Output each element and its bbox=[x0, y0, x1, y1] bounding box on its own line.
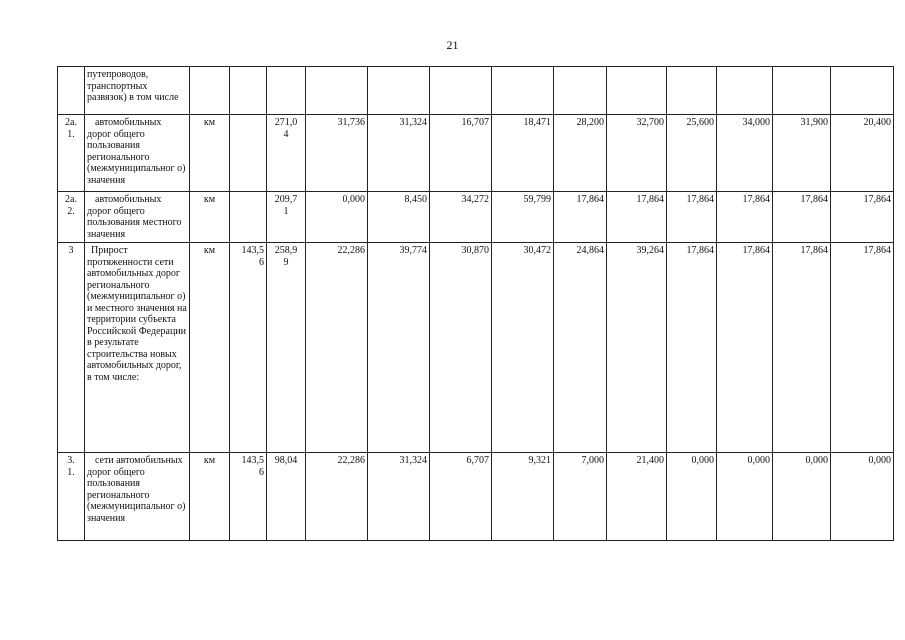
year-value-cell: 0,000 bbox=[667, 453, 717, 541]
base-value-cell: 143,5 6 bbox=[230, 453, 267, 541]
table-row bbox=[58, 115, 894, 192]
indicator-name-cell: путепроводов, транспортных развязок) в том числе bbox=[85, 67, 190, 115]
year-value-cell: 34,272 bbox=[430, 192, 492, 243]
year-value-cell: 24,864 bbox=[554, 243, 607, 453]
row-number-cell: 2а. 2. bbox=[58, 192, 85, 243]
unit-cell: км bbox=[190, 192, 230, 243]
base-value-cell bbox=[267, 67, 306, 115]
year-value-cell bbox=[773, 67, 831, 115]
year-value-cell: 59,799 bbox=[492, 192, 554, 243]
year-value-cell: 17,864 bbox=[831, 192, 894, 243]
year-value-cell: 17,864 bbox=[773, 192, 831, 243]
year-value-cell: 17,864 bbox=[831, 243, 894, 453]
year-value-cell: 17,864 bbox=[607, 192, 667, 243]
year-value-cell: 0,000 bbox=[773, 453, 831, 541]
year-value-cell: 17,864 bbox=[667, 192, 717, 243]
row-number-cell bbox=[58, 67, 85, 115]
year-value-cell: 39,774 bbox=[368, 243, 430, 453]
year-value-cell: 8,450 bbox=[368, 192, 430, 243]
year-value-cell bbox=[306, 67, 368, 115]
unit-cell: км bbox=[190, 115, 230, 192]
year-value-cell: 31,900 bbox=[773, 115, 831, 192]
indicator-name-cell: Прирост протяженности сети автомобильных дорог регионального (межмуниципальног о) и местного значения на территории субъекта Российской Федерации в результате строительства новых автомобильных дорог, в том числе: bbox=[85, 243, 190, 453]
year-value-cell bbox=[717, 67, 773, 115]
year-value-cell: 31,324 bbox=[368, 115, 430, 192]
base-value-cell: 258,9 9 bbox=[267, 243, 306, 453]
base-value-cell: 143,5 6 bbox=[230, 243, 267, 453]
year-value-cell bbox=[831, 67, 894, 115]
year-value-cell: 25,600 bbox=[667, 115, 717, 192]
year-value-cell: 0,000 bbox=[717, 453, 773, 541]
year-value-cell: 30,472 bbox=[492, 243, 554, 453]
unit-cell: км bbox=[190, 243, 230, 453]
indicators-table bbox=[57, 66, 894, 541]
year-value-cell bbox=[492, 67, 554, 115]
year-value-cell bbox=[667, 67, 717, 115]
table-row bbox=[58, 243, 894, 453]
year-value-cell: 18,471 bbox=[492, 115, 554, 192]
year-value-cell: 31,736 bbox=[306, 115, 368, 192]
indicator-name-cell: сети автомобильных дорог общего пользования регионального (межмуниципальног о) значения bbox=[85, 453, 190, 541]
year-value-cell: 21,400 bbox=[607, 453, 667, 541]
year-value-cell: 34,000 bbox=[717, 115, 773, 192]
table-row bbox=[58, 67, 894, 115]
base-value-cell bbox=[230, 67, 267, 115]
year-value-cell bbox=[368, 67, 430, 115]
year-value-cell bbox=[430, 67, 492, 115]
year-value-cell bbox=[607, 67, 667, 115]
base-value-cell: 209,7 1 bbox=[267, 192, 306, 243]
year-value-cell: 9,321 bbox=[492, 453, 554, 541]
year-value-cell: 28,200 bbox=[554, 115, 607, 192]
row-number-cell: 2а. 1. bbox=[58, 115, 85, 192]
year-value-cell bbox=[554, 67, 607, 115]
year-value-cell: 39,264 bbox=[607, 243, 667, 453]
year-value-cell: 16,707 bbox=[430, 115, 492, 192]
unit-cell bbox=[190, 67, 230, 115]
year-value-cell: 0,000 bbox=[831, 453, 894, 541]
year-value-cell: 32,700 bbox=[607, 115, 667, 192]
year-value-cell: 20,400 bbox=[831, 115, 894, 192]
year-value-cell: 17,864 bbox=[667, 243, 717, 453]
year-value-cell: 17,864 bbox=[554, 192, 607, 243]
year-value-cell: 17,864 bbox=[717, 192, 773, 243]
table-row bbox=[58, 453, 894, 541]
year-value-cell: 7,000 bbox=[554, 453, 607, 541]
base-value-cell bbox=[230, 115, 267, 192]
year-value-cell: 17,864 bbox=[773, 243, 831, 453]
year-value-cell: 6,707 bbox=[430, 453, 492, 541]
year-value-cell: 31,324 bbox=[368, 453, 430, 541]
unit-cell: км bbox=[190, 453, 230, 541]
indicator-name-cell: автомобильных дорог общего пользования местного значения bbox=[85, 192, 190, 243]
base-value-cell: 271,0 4 bbox=[267, 115, 306, 192]
base-value-cell: 98,04 bbox=[267, 453, 306, 541]
year-value-cell: 22,286 bbox=[306, 243, 368, 453]
year-value-cell: 30,870 bbox=[430, 243, 492, 453]
year-value-cell: 0,000 bbox=[306, 192, 368, 243]
row-number-cell: 3 bbox=[58, 243, 85, 453]
row-number-cell: 3. 1. bbox=[58, 453, 85, 541]
base-value-cell bbox=[230, 192, 267, 243]
table-row bbox=[58, 192, 894, 243]
indicator-name-cell: автомобильных дорог общего пользования регионального (межмуниципальног о) значения bbox=[85, 115, 190, 192]
year-value-cell: 22,286 bbox=[306, 453, 368, 541]
page-number: 21 bbox=[446, 38, 459, 52]
year-value-cell: 17,864 bbox=[717, 243, 773, 453]
